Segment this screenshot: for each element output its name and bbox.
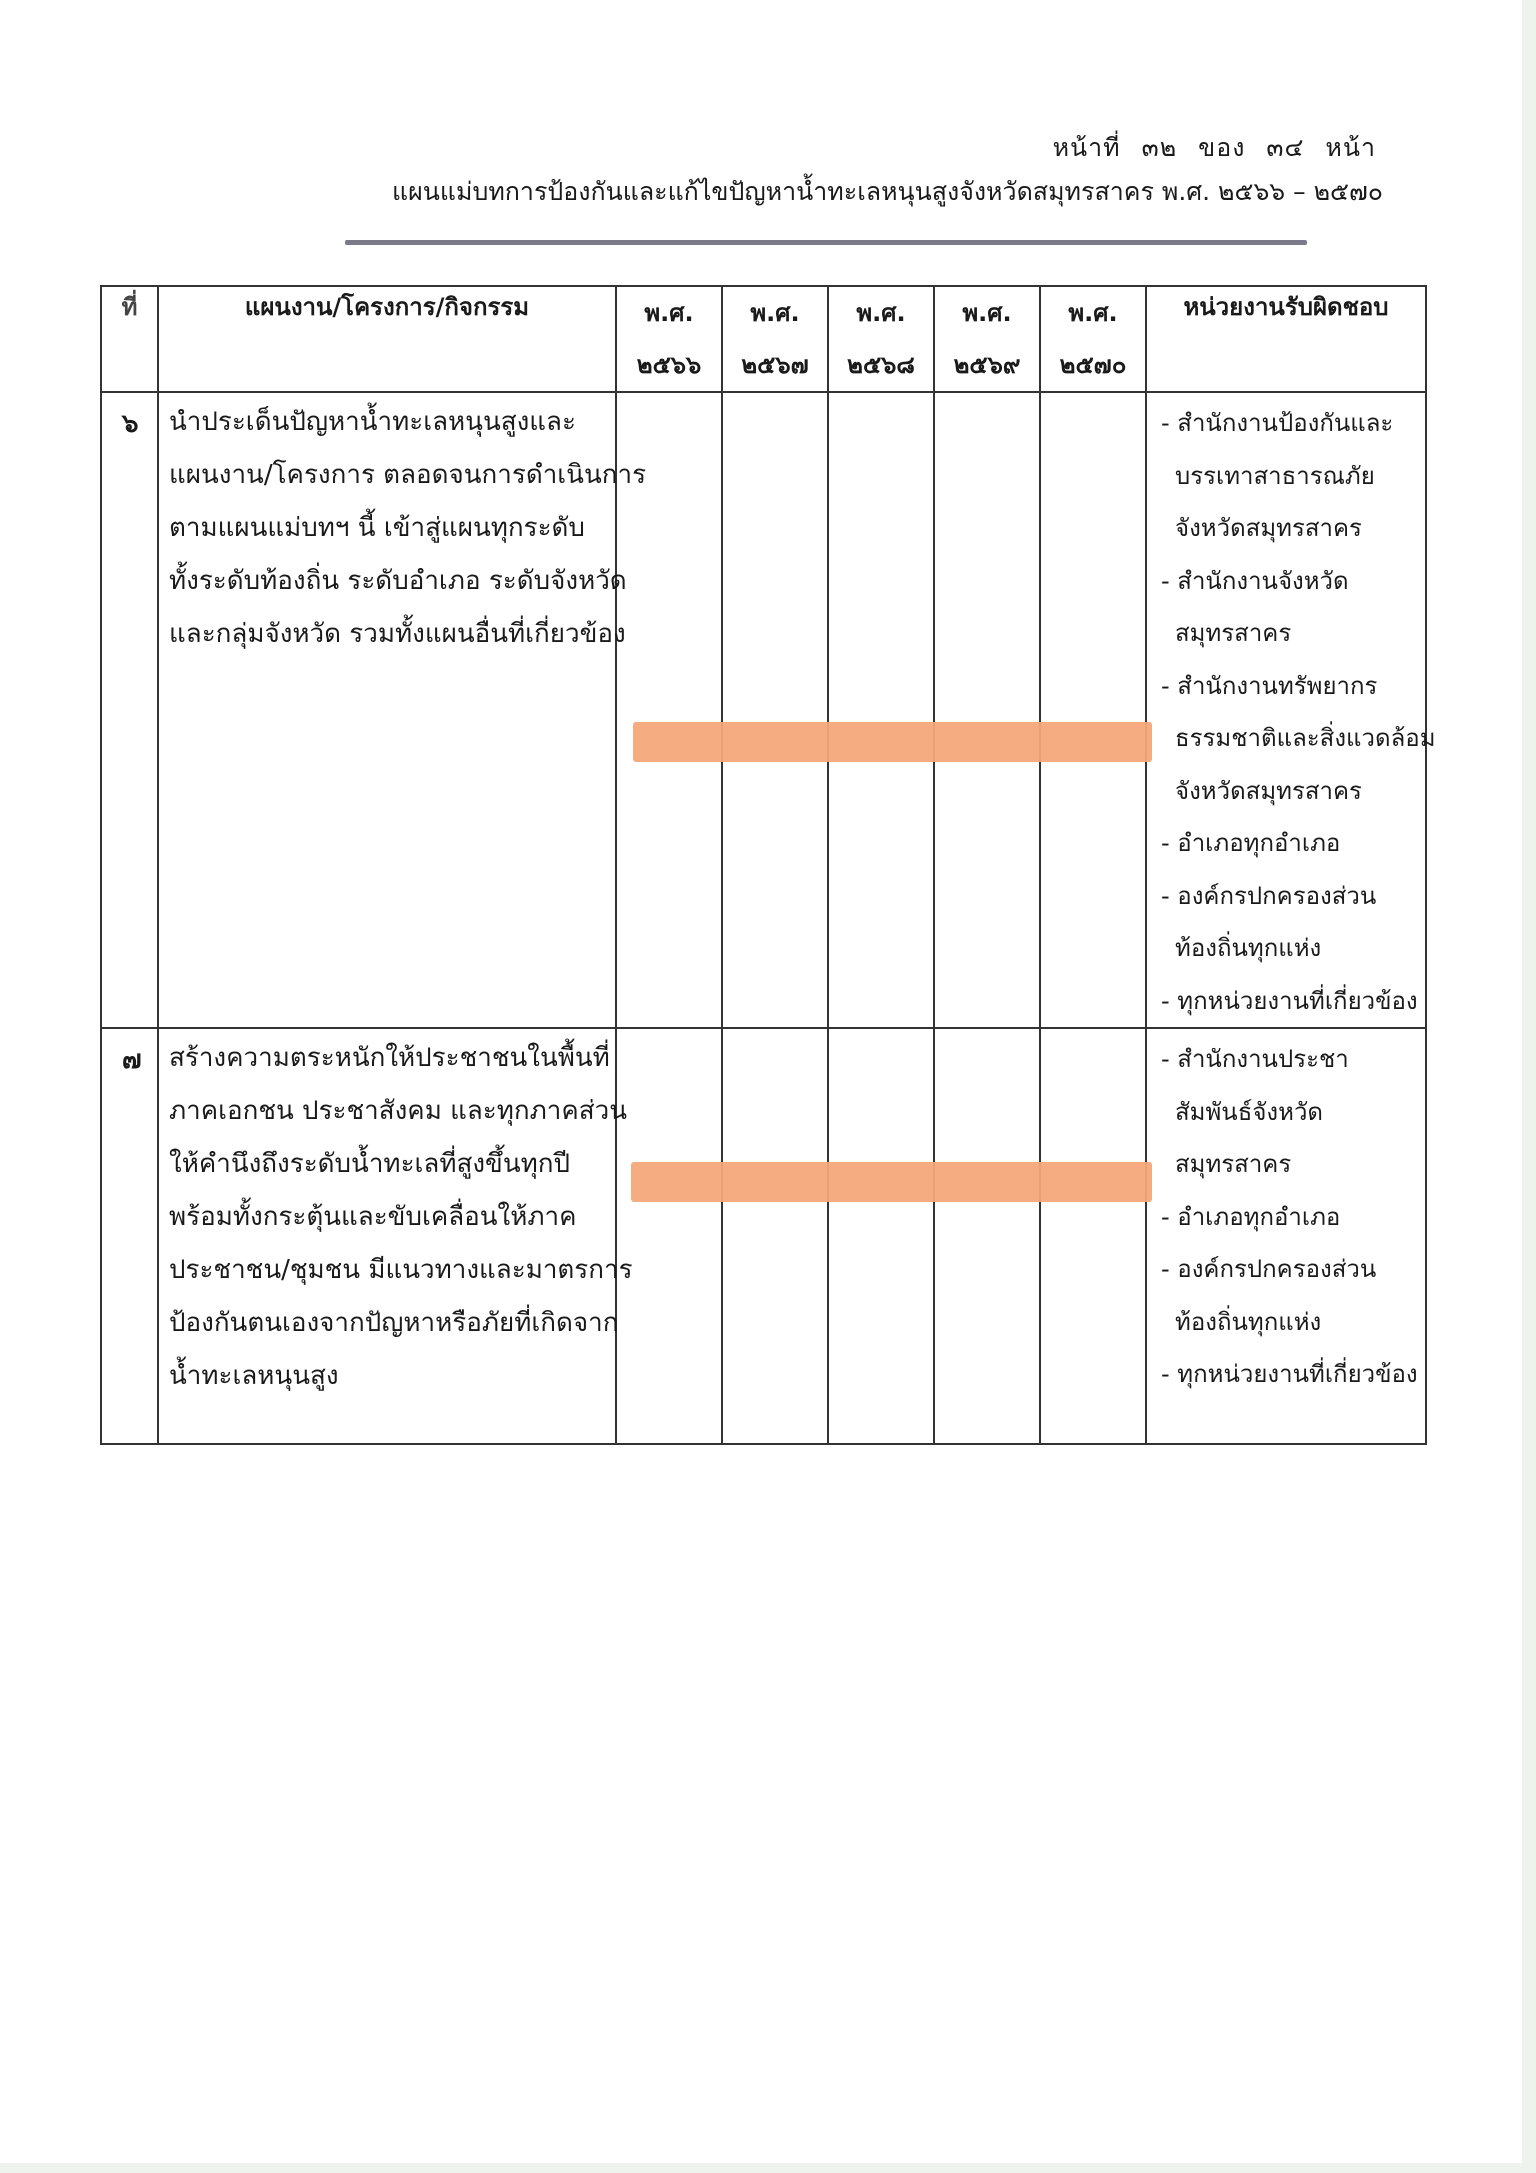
year-cell xyxy=(722,1028,828,1444)
header-year-value: ๒๕๖๖ xyxy=(636,351,702,379)
activity-line: สร้างความตระหนักให้ประชาชนในพื้นที่ xyxy=(169,1043,610,1073)
responsible-line: - ทุกหน่วยงานที่เกี่ยวข้อง xyxy=(1161,1360,1418,1388)
activity-line: ป้องกันตนเองจากปัญหาหรือภัยที่เกิดจาก xyxy=(169,1308,619,1338)
responsible-line: สมุทรสาคร xyxy=(1175,619,1292,647)
page-of: ของ xyxy=(1198,133,1246,162)
year-cell xyxy=(934,1028,1040,1444)
page-total: ๓๔ xyxy=(1266,133,1305,162)
activity-cell xyxy=(158,1028,633,1444)
page-label: หน้าที่ xyxy=(1052,133,1121,162)
responsible-line: - อำเภอทุกอำเภอ xyxy=(1161,829,1341,857)
responsible-line: - อำเภอทุกอำเภอ xyxy=(1161,1202,1341,1231)
header-year-value: ๒๕๖๙ xyxy=(953,351,1021,379)
activity-line: ตามแผนแม่บทฯ นี้ เข้าสู่แผนทุกระดับ xyxy=(169,513,585,543)
responsible-line: - องค์กรปกครองส่วน xyxy=(1161,881,1377,910)
header-year-era: พ.ศ. xyxy=(644,299,694,327)
year-cell xyxy=(1040,1028,1146,1444)
responsible-line: สมุทรสาคร xyxy=(1175,1150,1292,1178)
responsible-cell xyxy=(1146,1028,1426,1444)
responsible-line: - สำนักงานทรัพยากร xyxy=(1161,671,1378,700)
plan-table xyxy=(100,285,1436,1445)
document-title: แผนแม่บทการป้องกันและแก้ไขปัญหาน้ำทะเลหนุนสูงจังหวัดสมุทรสาคร พ.ศ. ๒๕๖๖ – ๒๕๗๐ xyxy=(392,177,1384,206)
activity-line: พร้อมทั้งกระตุ้นและขับเคลื่อนให้ภาค xyxy=(169,1202,577,1232)
header-no: ที่ xyxy=(101,286,158,392)
responsible-line: - องค์กรปกครองส่วน xyxy=(1161,1255,1377,1283)
header-year-2 xyxy=(722,286,828,392)
title-underline xyxy=(345,240,1307,245)
activity-line: น้ำทะเลหนุนสูง xyxy=(169,1361,339,1391)
table-header-row xyxy=(101,286,1426,392)
row-number: ๖ xyxy=(101,392,158,1028)
header-year-era: พ.ศ. xyxy=(750,299,800,327)
header-year-value: ๒๕๖๗ xyxy=(741,351,809,379)
responsible-line: จังหวัดสมุทรสาคร xyxy=(1175,776,1362,805)
activity-line: แผนงาน/โครงการ ตลอดจนการดำเนินการ xyxy=(169,460,647,490)
scan-edge xyxy=(1522,0,1536,2173)
year-cell xyxy=(1040,392,1146,1028)
table-row xyxy=(101,1028,1426,1444)
year-cell xyxy=(722,392,828,1028)
timeline-bar-row-7 xyxy=(631,1162,1152,1202)
timeline-bar-row-6 xyxy=(633,722,1152,762)
year-cell xyxy=(616,392,722,1028)
page-current: ๓๒ xyxy=(1141,133,1178,162)
page-suffix: หน้า xyxy=(1325,133,1376,162)
activity-line: และกลุ่มจังหวัด รวมทั้งแผนอื่นที่เกี่ยวข้อง xyxy=(169,619,626,649)
header-year-1 xyxy=(616,286,722,392)
responsible-line: - สำนักงานป้องกันและ xyxy=(1161,409,1394,437)
header-year-era: พ.ศ. xyxy=(856,299,906,327)
scan-bottom-edge xyxy=(0,2163,1536,2173)
responsible-line: - ทุกหน่วยงานที่เกี่ยวข้อง xyxy=(1161,986,1418,1015)
activity-line: นำประเด็นปัญหาน้ำทะเลหนุนสูงและ xyxy=(169,407,576,437)
responsible-line: จังหวัดสมุทรสาคร xyxy=(1175,514,1362,542)
header-responsible: หน่วยงานรับผิดชอบ xyxy=(1146,286,1426,392)
responsible-line: - สำนักงานจังหวัด xyxy=(1161,566,1349,595)
activity-line: ให้คำนึงถึงระดับน้ำทะเลที่สูงขึ้นทุกปี xyxy=(169,1149,570,1179)
year-cell xyxy=(616,1028,722,1444)
header-year-value: ๒๕๗๐ xyxy=(1059,351,1127,379)
responsible-line: - สำนักงานประชา xyxy=(1161,1045,1349,1073)
header-year-3 xyxy=(828,286,934,392)
header-activity: แผนงาน/โครงการ/กิจกรรม xyxy=(158,286,616,392)
activity-line: ทั้งระดับท้องถิ่น ระดับอำเภอ ระดับจังหวัด xyxy=(169,566,627,596)
responsible-line: ธรรมชาติและสิ่งแวดล้อม xyxy=(1175,724,1436,752)
header-year-5 xyxy=(1040,286,1146,392)
activity-cell xyxy=(158,392,647,1028)
responsible-line: สัมพันธ์จังหวัด xyxy=(1175,1097,1324,1126)
responsible-line: บรรเทาสาธารณภัย xyxy=(1175,461,1375,490)
header-year-4 xyxy=(934,286,1040,392)
responsible-line: ท้องถิ่นทุกแห่ง xyxy=(1175,1307,1322,1336)
year-cell xyxy=(828,1028,934,1444)
header-year-era: พ.ศ. xyxy=(962,299,1012,327)
year-cell xyxy=(828,392,934,1028)
responsible-cell xyxy=(1146,392,1436,1028)
activity-line: ประชาชน/ชุมชน มีแนวทางและมาตรการ xyxy=(169,1255,633,1285)
activity-line: ภาคเอกชน ประชาสังคม และทุกภาคส่วน xyxy=(169,1096,628,1126)
responsible-line: ท้องถิ่นทุกแห่ง xyxy=(1175,934,1322,962)
table-row xyxy=(101,392,1426,1028)
page-number xyxy=(1053,128,1376,168)
year-cell xyxy=(934,392,1040,1028)
header-year-era: พ.ศ. xyxy=(1068,299,1118,327)
header-year-value: ๒๕๖๘ xyxy=(847,351,915,379)
row-number: ๗ xyxy=(101,1028,158,1444)
